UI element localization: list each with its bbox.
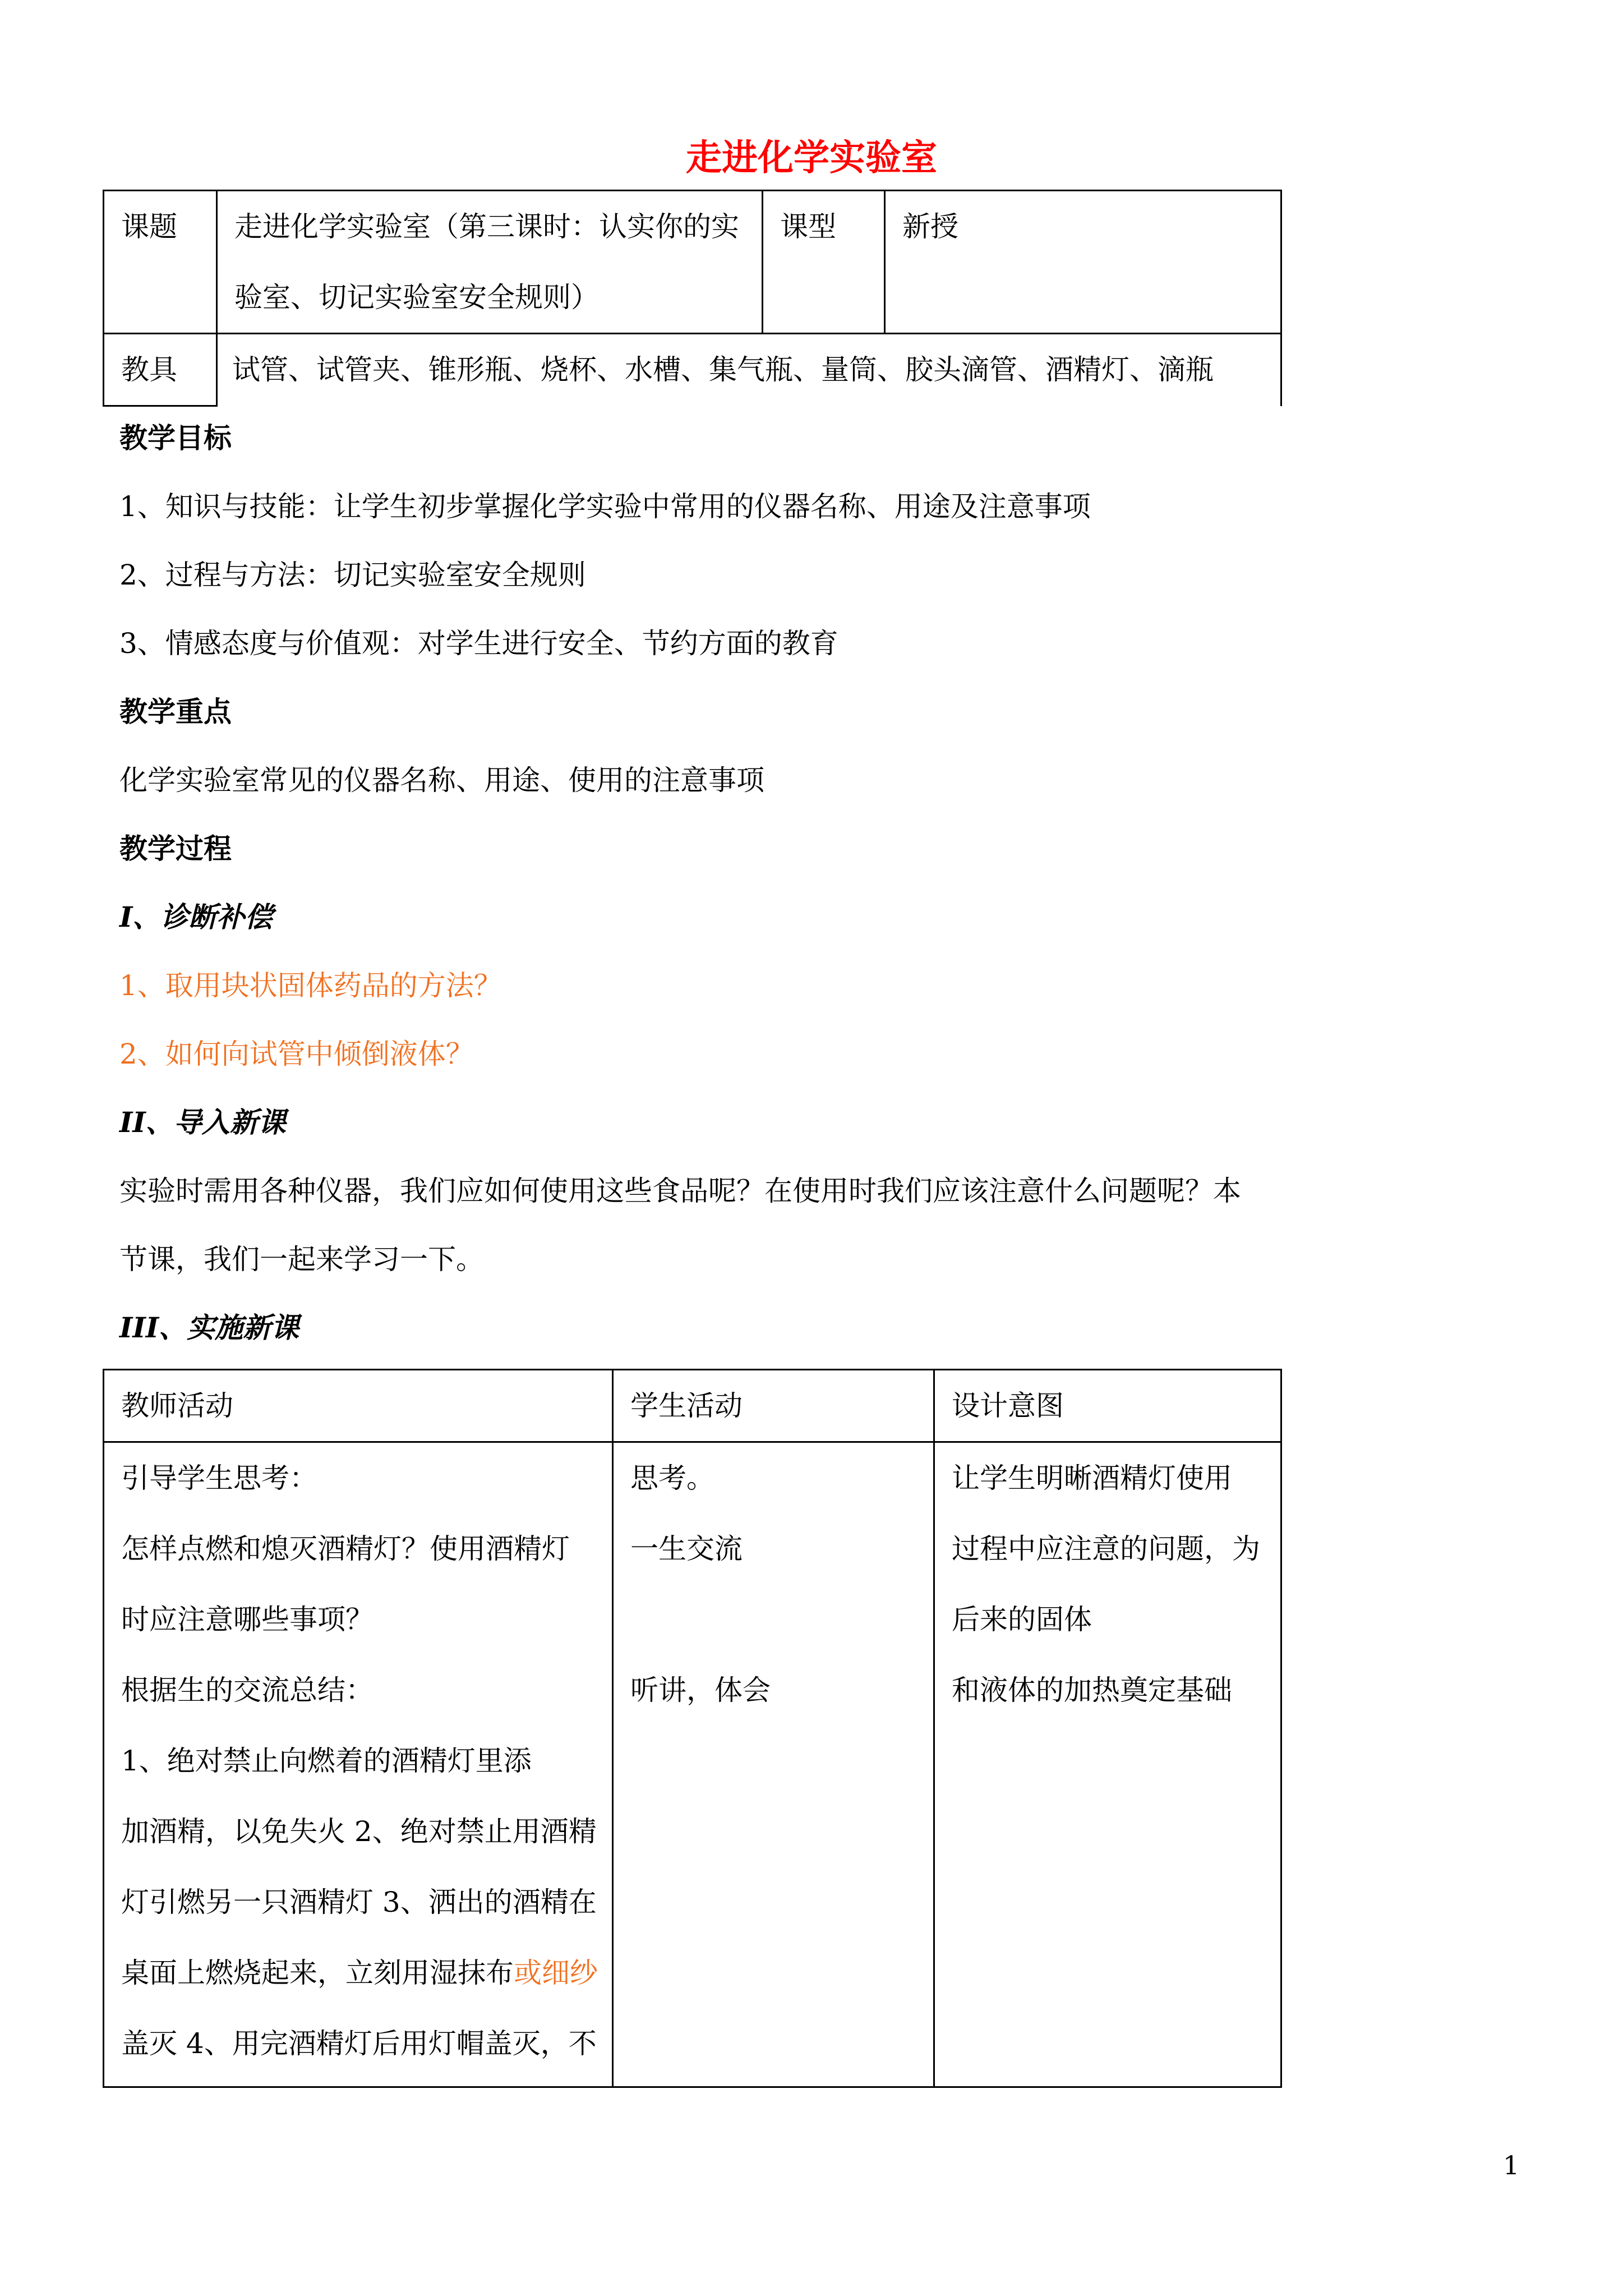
- student-line: 思考。: [630, 1462, 714, 1494]
- header-cell: [104, 1370, 613, 1442]
- teacher-line: 1、绝对禁止向燃着的酒精灯里添: [121, 1745, 532, 1777]
- teacher-line: [121, 1938, 612, 2008]
- topic-row: [104, 191, 1281, 334]
- teacher-activity-cell: [104, 1442, 613, 2087]
- goals-heading: 教学目标: [119, 421, 232, 454]
- teacher-line-text: 桌面上燃烧起来，立刻用湿抹布: [121, 1957, 514, 1989]
- topic-value-line: 验室、切记实验室安全规则）: [234, 281, 599, 314]
- teacher-line: 盖灭 4、用完酒精灯后用灯帽盖灭，不: [121, 2027, 597, 2060]
- teacher-line: 怎样点燃和熄灭酒精灯？使用酒精灯: [121, 1533, 570, 1565]
- teacher-line: 加酒精，以免失火 2、绝对禁止用酒精: [121, 1815, 597, 1848]
- goal-item: 1、知识与技能：让学生初步掌握化学实验中常用的仪器名称、用途及注意事项: [119, 490, 1091, 523]
- type-label-cell: [763, 191, 885, 334]
- equipment-row: [104, 334, 1281, 406]
- section-heading-new-lesson: III、实施新课: [119, 1311, 299, 1344]
- teacher-line: 时应注意哪些事项？: [121, 1603, 374, 1636]
- student-line: 一生交流: [630, 1533, 743, 1565]
- design-intent-cell: [934, 1442, 1281, 2087]
- topic-label-cell: [104, 191, 217, 334]
- section-heading-intro: II、导入新课: [119, 1106, 286, 1139]
- student-line: [630, 1584, 933, 1655]
- type-value: 新授: [902, 210, 958, 243]
- diagnosis-question: 1、取用块状固体药品的方法？: [119, 969, 502, 1002]
- goal-item: 2、过程与方法：切记实验室安全规则: [119, 559, 586, 591]
- topic-value-cell: [217, 191, 763, 334]
- header-cell: [613, 1370, 934, 1442]
- page-number: 1: [1503, 2150, 1520, 2180]
- intent-line: 和液体的加热奠定基础: [952, 1674, 1232, 1706]
- teacher-line: 引导学生思考：: [121, 1462, 317, 1494]
- teacher-line: 根据生的交流总结：: [121, 1674, 374, 1706]
- type-label: 课型: [780, 210, 836, 243]
- teacher-line: 灯引燃另一只酒精灯 3、洒出的酒精在: [121, 1886, 597, 1918]
- intro-paragraph-line: 实验时需用各种仪器，我们应如何使用这些食品呢？在使用时我们应该注意什么问题呢？本: [119, 1175, 1241, 1207]
- activity-body-row: [104, 1442, 1281, 2087]
- intent-line: 后来的固体: [952, 1603, 1092, 1636]
- highlighted-text: 或细纱: [514, 1957, 598, 1989]
- header-intent: 设计意图: [952, 1389, 1064, 1422]
- intro-paragraph-line: 节课，我们一起来学习一下。: [119, 1243, 484, 1276]
- page-title: 走进化学实验室: [686, 137, 937, 179]
- process-heading: 教学过程: [119, 832, 232, 865]
- key-points-text: 化学实验室常见的仪器名称、用途、使用的注意事项: [119, 764, 764, 797]
- activity-header-row: [104, 1370, 1281, 1442]
- diagnosis-question: 2、如何向试管中倾倒液体？: [119, 1038, 474, 1070]
- intent-line: 过程中应注意的问题，为: [952, 1533, 1260, 1565]
- topic-value-line: 走进化学实验室（第三课时：认实你的实: [234, 210, 739, 243]
- header-student: 学生活动: [630, 1389, 743, 1422]
- student-line: 听讲，体会: [630, 1674, 771, 1706]
- goal-item: 3、情感态度与价值观：对学生进行安全、节约方面的教育: [119, 627, 838, 660]
- lesson-body: [119, 404, 1275, 1362]
- header-teacher: 教师活动: [121, 1389, 233, 1422]
- key-points-heading: 教学重点: [119, 695, 232, 728]
- topic-label: 课题: [121, 210, 177, 243]
- equipment-value: 试管、试管夹、锥形瓶、烧杯、水槽、集气瓶、量筒、胶头滴管、酒精灯、滴瓶: [232, 353, 1214, 386]
- header-cell: [934, 1370, 1281, 1442]
- intent-line: 让学生明晰酒精灯使用: [952, 1462, 1232, 1494]
- equipment-label: 教具: [121, 353, 177, 386]
- section-heading-diagnosis: I、诊断补偿: [119, 900, 273, 933]
- activity-table: [103, 1369, 1282, 2088]
- student-activity-cell: [613, 1442, 934, 2087]
- type-value-cell: [885, 191, 1281, 334]
- lesson-info-table: [103, 190, 1282, 407]
- equipment-label-cell: [104, 334, 217, 406]
- equipment-value-cell: [217, 334, 1281, 406]
